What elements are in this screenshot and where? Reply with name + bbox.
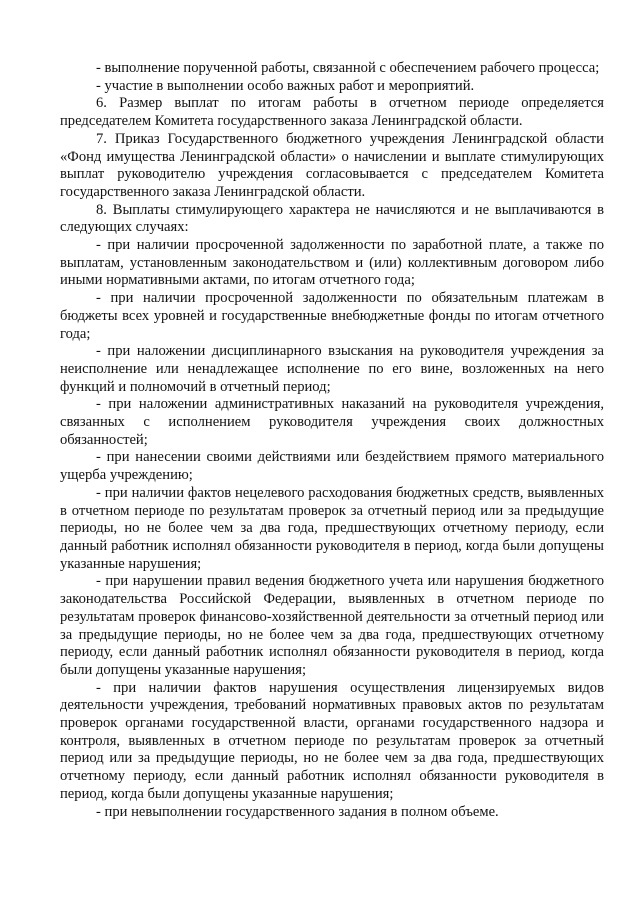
paragraph-item-6: 6. Размер выплат по итогам работы в отчетном периоде определяется председателем Комитета государственного заказа Ленинградской области. bbox=[60, 95, 604, 130]
paragraph-bullet-work-process: - выполнение порученной работы, связанной с обеспечением рабочего процесса; bbox=[96, 60, 600, 76]
paragraph-bullet-disciplinary: - при наложении дисциплинарного взыскания на руководителя учреждения за неисполнение или ненадлежащее исполнение по его вине, возложенных на него функций и полномочий в отчетный период; bbox=[60, 343, 604, 395]
paragraph-bullet-payment-debt: - при наличии просроченной задолженности по обязательным платежам в бюджеты всех уровней и государственные внебюджетные фонды по итогам отчетного года; bbox=[60, 290, 604, 342]
paragraph-bullet-licensing-violation: - при наличии фактов нарушения осуществления лицензируемых видов деятельности учреждения, требований нормативных правовых актов по результатам проверок органами государственной власти, органами государственного надзора и контроля, выявленных в отчетном периоде по результатам проверок за отчетный период или за предыдущие периоды, но не более чем за два года, предшествующих отчетному периоду, если данный работник исполнял обязанности руководителя в период, когда были допущены указанные нарушения; bbox=[60, 679, 604, 802]
paragraph-bullet-administrative: - при наложении административных наказаний на руководителя учреждения, связанных с исполнением руководителя учреждения своих должностных обязанностей; bbox=[60, 396, 604, 448]
paragraph-bullet-misuse-funds: - при наличии фактов нецелевого расходования бюджетных средств, выявленных в отчетном периоде по результатам проверок за отчетный период или за предыдущие периоды, но не более чем за два года, предшествующих отчетному периоду, если данный работник исполнял обязанности руководителя в период, когда были допущены указанные нарушения; bbox=[60, 484, 604, 572]
paragraph-bullet-important-work: - участие в выполнении особо важных работ и мероприятий. bbox=[96, 77, 475, 94]
document-body bbox=[60, 60, 604, 821]
paragraph-bullet-damage: - при нанесении своими действиями или бездействием прямого материального ущерба учреждению; bbox=[60, 449, 604, 484]
paragraph-item-8: 8. Выплаты стимулирующего характера не начисляются и не выплачиваются в следующих случаях: bbox=[60, 201, 604, 236]
paragraph-bullet-salary-debt: - при наличии просроченной задолженности по заработной плате, а также по выплатам, установленным законодательством и (или) коллективным договором либо иными нормативными актами, по итогам отчетного года; bbox=[60, 237, 604, 289]
paragraph-bullet-state-task: - при невыполнении государственного задания в полном объеме. bbox=[96, 803, 499, 820]
paragraph-item-7: 7. Приказ Государственного бюджетного учреждения Ленинградской области «Фонд имущества Ленинградской области» о начислении и выплате стимулирующих выплат руководителю учреждения согласовывается с председателем Комитета государственного заказа Ленинградской области. bbox=[60, 130, 604, 200]
paragraph-bullet-accounting-violation: - при нарушении правил ведения бюджетного учета или нарушения бюджетного законодательства Российской Федерации, выявленных в отчетном периоде по результатам проверок финансово-хозяйственной деятельности за отчетный период или за предыдущие периоды, но не более чем за два года, предшествующих отчетному периоду, если данный работник исполнял обязанности руководителя в период, когда были допущены указанные нарушения; bbox=[60, 573, 604, 678]
